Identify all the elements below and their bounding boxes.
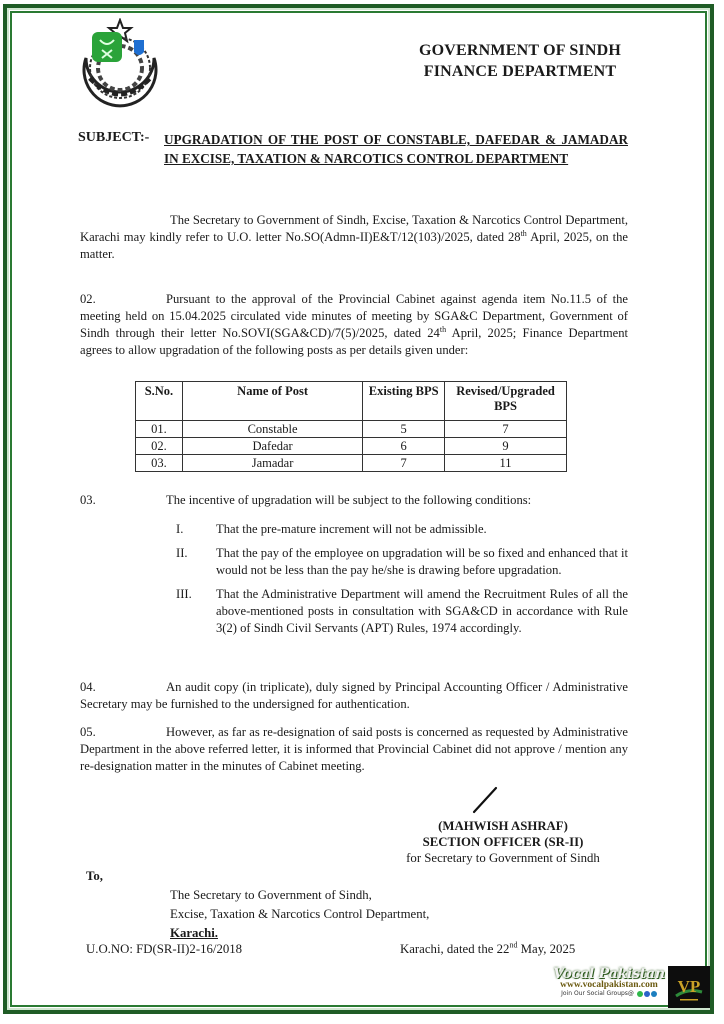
dated-line (400, 942, 575, 957)
intro-sup: th (520, 228, 527, 238)
signature-stroke-icon (472, 786, 498, 814)
upgradation-table (135, 381, 567, 472)
to-label: To, (86, 869, 103, 883)
vp-logo-text: VP (677, 977, 701, 996)
condition-numeral: II. (176, 546, 188, 560)
cell-revised: 11 (445, 455, 567, 472)
government-title: GOVERNMENT OF SINDH (418, 42, 622, 59)
uo-number: U.O.NO: FD(SR-II)2-16/2018 (86, 942, 243, 956)
dated-sup: nd (509, 940, 518, 950)
signature-block (388, 818, 618, 866)
paragraph-04-text: An audit copy (in triplicate), duly signed by Principal Accounting Officer / Administrative Secretary may be furnished to the undersigned for authentication. (80, 680, 628, 711)
paragraph-number: 04. (80, 680, 96, 694)
condition-item (168, 545, 628, 579)
subject-text: UPGRADATION OF THE POST OF CONSTABLE, DAFEDAR & JAMADAR IN EXCISE, TAXATION & NARCOTICS CONTROL DEPARTMENT (164, 132, 628, 166)
cell-sno: 02. (136, 438, 183, 455)
cell-existing: 7 (363, 455, 445, 472)
paragraph-02-text-end: April, 2025; Finance Department agrees to allow upgradation of the following posts as per details given under: (80, 326, 628, 357)
paragraph-03-text: The incentive of upgradation will be subject to the following conditions: (166, 493, 532, 507)
paragraph-02 (80, 291, 628, 359)
condition-text: That the Administrative Department will amend the Recruitment Rules of all the above-mentioned posts in consultation with SGA&CD in accordance with Rule 3(2) of Sindh Civil Servants (APT) Rules, 1974 accordingly. (216, 587, 628, 635)
vp-logo-icon (668, 966, 710, 1008)
condition-text: That the pre-mature increment will not be admissible. (216, 522, 487, 536)
recipient-line-2: Excise, Taxation & Narcotics Control Department, (170, 907, 430, 921)
paragraph-number: 03. (80, 493, 96, 507)
paragraph-number: 05. (80, 725, 96, 739)
table-header-row (136, 382, 567, 421)
column-header-post: Name of Post (182, 382, 362, 421)
signatory-designation: SECTION OFFICER (SR-II) (422, 835, 584, 849)
recipient-city: Karachi. (170, 926, 218, 940)
table-row (136, 455, 567, 472)
vocal-pakistan-watermark (550, 966, 668, 1010)
social-label: Join Our Social Groups@ (561, 990, 634, 997)
sindh-government-emblem-icon (76, 18, 164, 110)
signatory-on-behalf: for Secretary to Government of Sindh (406, 851, 600, 865)
whatsapp-icon[interactable] (637, 991, 643, 997)
table-row (136, 421, 567, 438)
paragraph-05-text: However, as far as re-designation of said posts is concerned as requested by Administrative Department in the above referred letter, it is informed that Provincial Cabinet did not approve / mention any re-designation matter in the minutes of Cabinet meeting. (80, 725, 628, 773)
condition-text: That the pay of the employee on upgradation will be so fixed and enhanced that it would not be less than the pay he/she is drawing before upgradation. (216, 546, 628, 577)
vp-logo-badge (668, 966, 710, 1008)
paragraph-02-text: Pursuant to the approval of the Provincial Cabinet against agenda item No.11.5 of the meeting held on 15.04.2025 circulated vide minutes of meeting by SGA&C Department, Government of Sindh through their letter No.SOVI(SGA&CD)/7(5)/2025, dated 24 (80, 292, 628, 340)
intro-text-after: April, 2025, on the matter. (80, 230, 628, 261)
cell-post: Jamadar (182, 455, 362, 472)
column-header-existing-bps: Existing BPS (363, 382, 445, 421)
paragraph-number: 02. (80, 292, 96, 306)
column-header-sno: S.No. (136, 382, 183, 421)
linkedin-icon[interactable] (651, 991, 657, 997)
condition-numeral: I. (176, 522, 184, 536)
paragraph-04 (80, 679, 628, 713)
cell-sno: 03. (136, 455, 183, 472)
paragraph-03 (80, 492, 628, 509)
condition-item (168, 521, 628, 538)
brand-url[interactable]: www.vocalpakistan.com (560, 980, 658, 990)
facebook-icon[interactable] (644, 991, 650, 997)
recipient-address (170, 886, 429, 943)
signatory-name: (MAHWISH ASHRAF) (438, 819, 568, 833)
intro-text: The Secretary to Government of Sindh, Excise, Taxation & Narcotics Control Department, Karachi may kindly refer to U.O. letter No.SO(Admn-II)E&T/12(103)/2025, dated 28 (80, 213, 628, 244)
cell-revised: 7 (445, 421, 567, 438)
paragraph-02-sup: th (439, 324, 447, 334)
brand-name: Vocal Pakistan (553, 966, 665, 982)
brand-social (550, 990, 668, 997)
cell-post: Constable (182, 421, 362, 438)
intro-paragraph (80, 212, 628, 263)
department-header (400, 40, 640, 82)
conditions-list (168, 521, 628, 637)
column-header-revised-bps: Revised/Upgraded BPS (445, 382, 567, 421)
recipient-line-1: The Secretary to Government of Sindh, (170, 888, 372, 902)
condition-numeral: III. (176, 587, 192, 601)
paragraph-05 (80, 724, 628, 775)
cell-existing: 5 (363, 421, 445, 438)
dated-prefix: Karachi, dated the 22 (400, 942, 510, 956)
department-title: FINANCE DEPARTMENT (423, 63, 617, 80)
cell-post: Dafedar (182, 438, 362, 455)
dated-suffix: May, 2025 (517, 942, 576, 956)
table-row (136, 438, 567, 455)
condition-item (168, 586, 628, 637)
cell-sno: 01. (136, 421, 183, 438)
cell-revised: 9 (445, 438, 567, 455)
subject-label: SUBJECT:- (78, 130, 150, 145)
cell-existing: 6 (363, 438, 445, 455)
